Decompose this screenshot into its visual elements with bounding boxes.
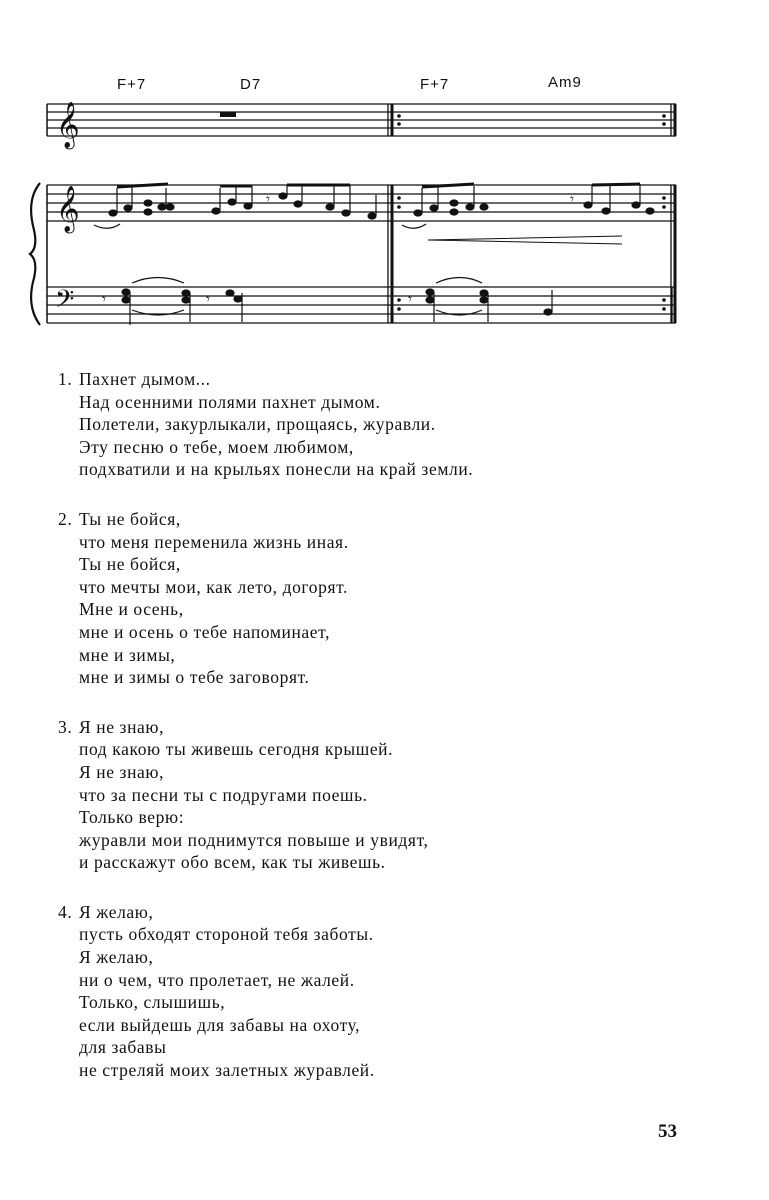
lyrics	[58, 368, 718, 1109]
lyric-line: Я желаю,	[79, 901, 154, 922]
lyric-line: не стреляй моих залетных журавлей.	[79, 1060, 375, 1081]
verse-1	[58, 368, 718, 481]
music-score	[0, 0, 769, 340]
chord-symbol: F+7	[420, 76, 450, 93]
verse-3	[58, 716, 718, 874]
svg-text:𝄾: 𝄾	[206, 290, 210, 308]
lyric-line: Я не знаю,	[79, 761, 165, 782]
lyric-line: Ты не бойся,	[79, 554, 181, 575]
lyric-line: Я желаю,	[79, 947, 154, 968]
verse-number: 3.	[58, 716, 73, 737]
svg-text:𝄾: 𝄾	[266, 190, 270, 208]
lyric-line: журавли мои поднимутся повыше и увидят,	[79, 829, 429, 850]
lyric-line: Эту песню о тебе, моем любимом,	[79, 436, 354, 457]
lyric-line: под какою ты живешь сегодня крышей.	[79, 739, 394, 760]
chord-symbol: D7	[240, 76, 262, 93]
svg-text:𝄞: 𝄞	[56, 186, 80, 232]
lyric-line: если выйдешь для забавы на охоту,	[79, 1014, 361, 1035]
chord-symbol: Am9	[548, 74, 582, 91]
chord-symbol: F+7	[117, 76, 147, 93]
page-number: 53	[658, 1121, 677, 1142]
lyric-line: что мечты мои, как лето, догорят.	[79, 576, 349, 597]
lyric-line: ни о чем, что пролетает, не жалей.	[79, 969, 355, 990]
svg-text:𝄾: 𝄾	[408, 290, 412, 308]
svg-text:𝄾: 𝄾	[570, 190, 574, 208]
lyric-line: мне и зимы о тебе заговорят.	[79, 667, 310, 688]
verse-2	[58, 508, 718, 689]
svg-text:𝄞: 𝄞	[56, 102, 80, 148]
lyric-line: Ты не бойся,	[79, 508, 181, 529]
lyric-line: мне и осень о тебе напоминает,	[79, 621, 331, 642]
lyric-line: пусть обходят стороной тебя заботы.	[79, 924, 374, 945]
lyric-line: Я не знаю,	[79, 716, 165, 737]
lyric-line: что за песни ты с подругами поешь.	[79, 784, 368, 805]
verse-4	[58, 901, 718, 1082]
lyric-line: для забавы	[79, 1037, 167, 1058]
lyric-line: мне и зимы,	[79, 644, 176, 665]
lyric-line: Полетели, закурлыкали, прощаясь, журавли.	[79, 414, 436, 435]
verse-number: 4.	[58, 901, 73, 922]
lyric-line: Пахнет дымом...	[79, 369, 211, 389]
lyric-line: и расскажут обо всем, как ты живешь.	[79, 852, 386, 873]
lyric-line: что меня переменила жизнь иная.	[79, 531, 349, 552]
lyric-line: Над осенними полями пахнет дымом.	[79, 391, 381, 412]
notation-drawing	[0, 0, 769, 340]
lyric-line: Мне и осень,	[79, 599, 184, 620]
verse-number: 2.	[58, 508, 73, 529]
svg-text:𝄾: 𝄾	[102, 290, 106, 308]
svg-text:𝄢: 𝄢	[55, 285, 75, 320]
lyric-line: Только верю:	[79, 807, 185, 828]
lyric-line: подхватили и на крыльях понесли на край земли.	[79, 459, 474, 480]
lyric-line: Только, слышишь,	[79, 992, 226, 1013]
verse-number: 1.	[58, 369, 73, 389]
